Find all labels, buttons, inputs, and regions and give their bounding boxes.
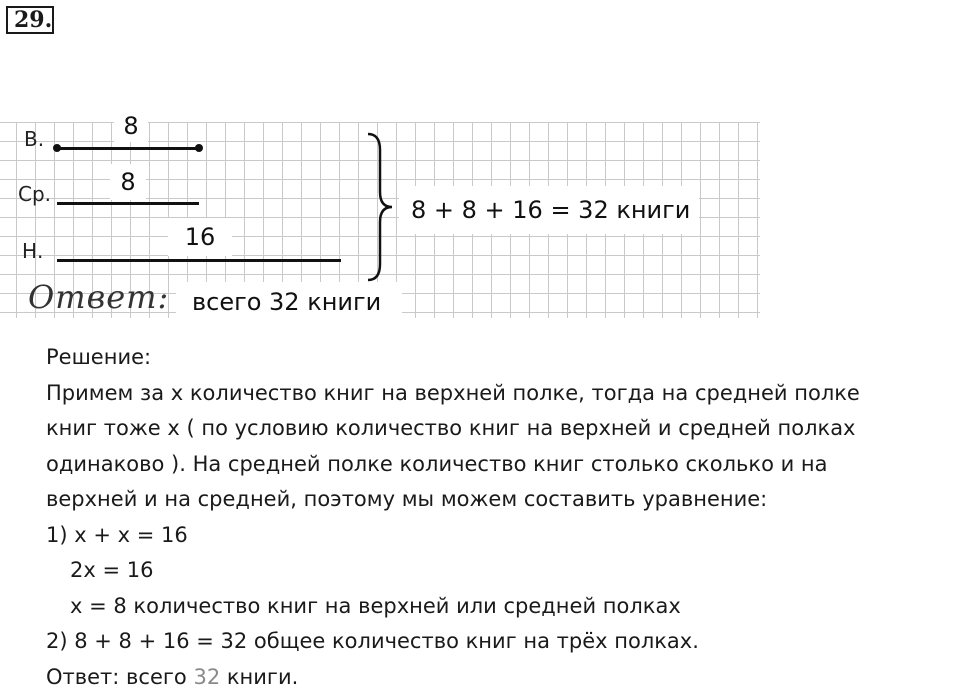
solution-line-3: одинаково ). На средней полке количество книг столько сколько и на bbox=[46, 447, 958, 483]
value-top: 8 bbox=[114, 110, 148, 142]
answer-prefix: Ответ: всего bbox=[46, 665, 193, 689]
segment-top-end-dot bbox=[195, 144, 203, 152]
segment-top bbox=[57, 147, 199, 150]
segment-middle bbox=[57, 202, 199, 205]
equation-box: 8 + 8 + 16 = 32 книги bbox=[399, 186, 699, 234]
segment-bottom bbox=[57, 259, 341, 262]
answer-suffix: книги. bbox=[220, 665, 298, 689]
solution-step-1a: 2x = 16 bbox=[46, 553, 958, 589]
solution-step-2: 2) 8 + 8 + 16 = 32 общее количество книг на трёх полках. bbox=[46, 624, 958, 660]
solution-step-1: 1) x + x = 16 bbox=[46, 518, 958, 554]
solution-step-1b: x = 8 количество книг на верхней или средней полках bbox=[46, 589, 958, 625]
solution-heading: Решение: bbox=[46, 340, 958, 376]
value-bottom: 16 bbox=[168, 218, 232, 256]
answer-handwritten-label: Ответ: bbox=[28, 278, 169, 316]
label-middle-shelf: Ср. bbox=[18, 182, 51, 206]
label-bottom-shelf: Н. bbox=[22, 239, 43, 263]
task-number: 29. bbox=[6, 6, 54, 34]
label-top-shelf: В. bbox=[24, 127, 44, 151]
solution-line-4: верхней и на средней, поэтому мы можем составить уравнение: bbox=[46, 482, 958, 518]
grid-diagram bbox=[0, 122, 760, 318]
solution-line-2: книг тоже x ( по условию количество книг на верхней и средней полках bbox=[46, 411, 958, 447]
value-middle: 8 bbox=[110, 164, 146, 200]
answer-box: всего 32 книги bbox=[176, 282, 402, 318]
solution-text bbox=[46, 340, 958, 695]
solution-answer bbox=[46, 660, 958, 695]
curly-brace bbox=[362, 132, 396, 282]
answer-number: 32 bbox=[193, 665, 220, 689]
segment-top-start-dot bbox=[53, 144, 61, 152]
solution-line-1: Примем за x количество книг на верхней полке, тогда на средней полке bbox=[46, 376, 958, 412]
